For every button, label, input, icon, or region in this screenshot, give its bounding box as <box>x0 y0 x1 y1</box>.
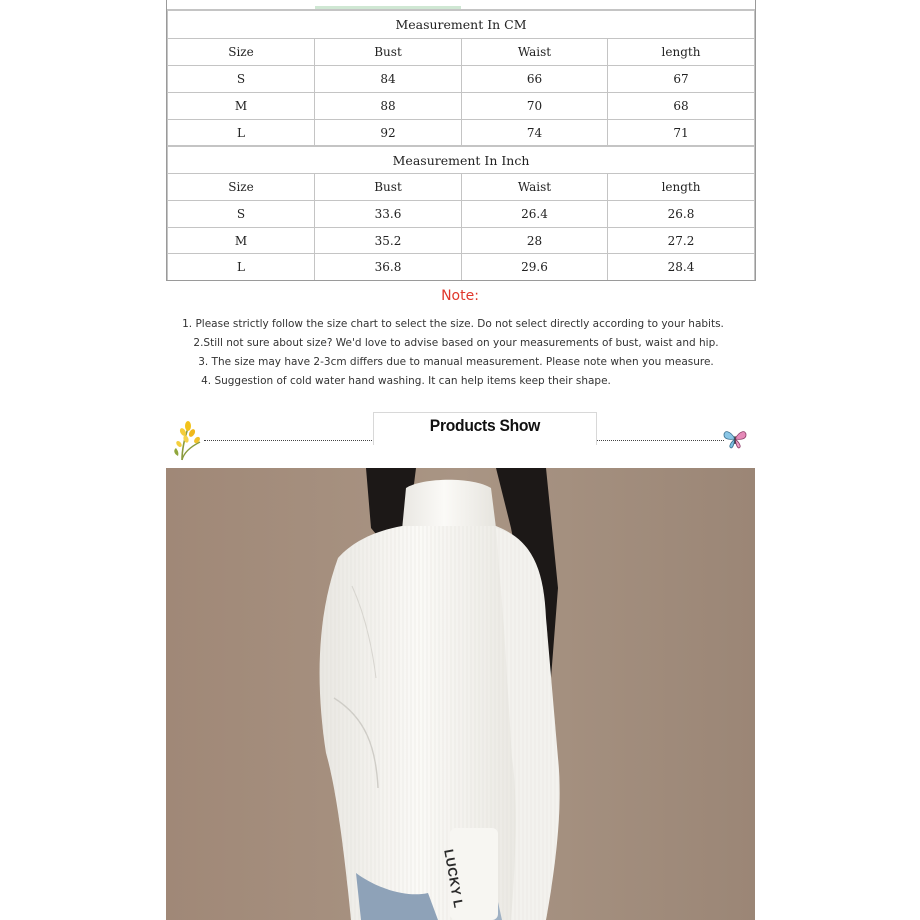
table-cell: L <box>168 120 315 146</box>
table-cell: 88 <box>315 93 462 120</box>
cm-table-title: Measurement In CM <box>168 11 755 39</box>
table-cell: 84 <box>315 66 462 93</box>
table-row <box>168 93 755 120</box>
product-photo <box>166 468 755 920</box>
table-header-cell: Size <box>168 174 315 201</box>
table-cell: 67 <box>608 66 755 93</box>
table-header-cell: Waist <box>462 39 608 66</box>
table-header-cell: Waist <box>462 174 608 201</box>
table-cell: L <box>168 254 315 281</box>
note-line-2: 2.Still not sure about size? We'd love to advise based on your measurements of bust, waist and hip. <box>193 337 719 349</box>
table-cell: 29.6 <box>462 254 608 281</box>
note-line-1: 1. Please strictly follow the size chart to select the size. Do not select directly according to your habits. <box>182 318 724 330</box>
table-cell: 71 <box>608 120 755 146</box>
table-header-cell: Size <box>168 39 315 66</box>
products-show-banner <box>373 412 597 445</box>
sleeve-print-text: LUCKY L <box>441 848 467 910</box>
flower-icon <box>170 416 204 466</box>
table-cell: 26.4 <box>462 201 608 228</box>
table-cell: S <box>168 66 315 93</box>
table-cell: 33.6 <box>315 201 462 228</box>
cm-table <box>167 10 755 146</box>
table-header-cell: Bust <box>315 174 462 201</box>
table-top-strip <box>167 0 755 10</box>
table-cell: 70 <box>462 93 608 120</box>
table-cell: 26.8 <box>608 201 755 228</box>
inch-table-title: Measurement In Inch <box>168 147 755 174</box>
butterfly-icon <box>722 428 748 454</box>
products-show-label: Products Show <box>429 416 541 435</box>
table-cell: 36.8 <box>315 254 462 281</box>
inch-table <box>167 146 755 281</box>
note-title: Note: <box>441 288 479 304</box>
table-header-cell: length <box>608 39 755 66</box>
table-cell: 35.2 <box>315 228 462 254</box>
table-cell: 66 <box>462 66 608 93</box>
table-cell: S <box>168 201 315 228</box>
table-cell: M <box>168 93 315 120</box>
table-header-cell: length <box>608 174 755 201</box>
table-cell: 74 <box>462 120 608 146</box>
table-cell: 27.2 <box>608 228 755 254</box>
note-line-4: 4. Suggestion of cold water hand washing. It can help items keep their shape. <box>201 375 611 387</box>
table-row <box>168 120 755 146</box>
table-row <box>168 228 755 254</box>
table-header-cell: Bust <box>315 39 462 66</box>
table-cell: 28.4 <box>608 254 755 281</box>
note-line-3: 3. The size may have 2-3cm differs due to manual measurement. Please note when you measure. <box>198 356 714 368</box>
table-row <box>168 66 755 93</box>
table-cell: 92 <box>315 120 462 146</box>
table-cell: M <box>168 228 315 254</box>
table-row <box>168 201 755 228</box>
table-cell: 28 <box>462 228 608 254</box>
table-row <box>168 254 755 281</box>
table-cell: 68 <box>608 93 755 120</box>
size-chart <box>166 0 756 281</box>
